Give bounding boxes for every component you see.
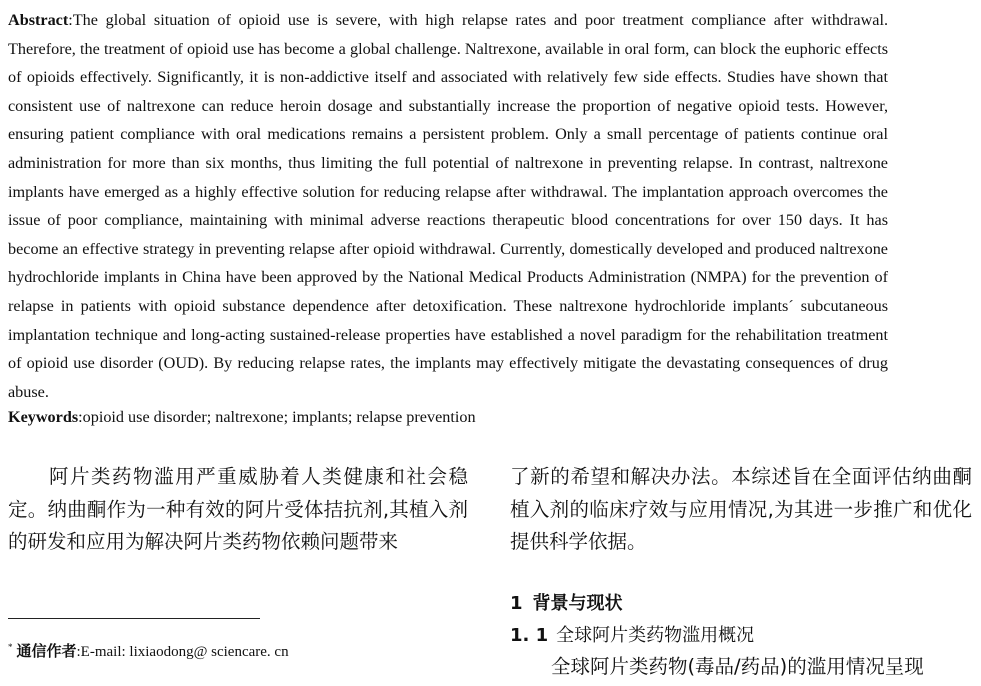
subsection-heading-1-1 <box>510 622 754 650</box>
abstract-text: The global situation of opioid use is severe, with high relapse rates and poor treatment compliance after withdrawal. Therefore, the treatment of opioid use has become a global challenge. Naltrexone, available in oral form, can block the euphoric effects of opioids effectively. Significantly, it is non-addictive itself and associated with relatively few side effects. Studies have shown that consistent use of naltrexone can reduce heroin dosage and substantially increase the proportion of negative opioid tests. However, ensuring patient compliance with oral medications remains a persistent problem. Only a small percentage of patients continue oral administration for more than six months, thus limiting the full potential of naltrexone in preventing relapse. In contrast, naltrexone implants have emerged as a highly effective solution for reducing relapse after withdrawal. The implantation approach overcomes the issue of poor compliance, maintaining with minimal adverse reactions therapeutic blood concentrations for over 150 days. It has become an effective strategy in preventing relapse after opioid withdrawal. Currently, domestically developed and produced naltrexone hydrochloride implants in China have been approved by the National Medical Products Administration (NMPA) for the prevention of relapse in patients with opioid substance dependence after detoxification. These naltrexone hydrochloride implants´ subcutaneous implantation technique and long-acting sustained-release properties have established a novel paradigm for the rehabilitation treatment of opioid use disorder (OUD). By reducing relapse rates, the implants may effectively mitigate the devastating consequences of drug abuse. <box>8 11 888 401</box>
footnote-marker: * <box>8 642 13 652</box>
subsection-title: 全球阿片类药物滥用概况 <box>556 625 755 646</box>
keywords-label: Keywords <box>8 408 79 426</box>
keywords-text: opioid use disorder; naltrexone; implants; relapse prevention <box>82 408 476 426</box>
keywords-separator: : <box>78 408 83 426</box>
intro-right-column: 了新的希望和解决办法。本综述旨在全面评估纳曲酮植入剂的临床疗效与应用情况,为其进一步推广和优化提供科学依据。 <box>510 465 972 553</box>
abstract-separator: : <box>68 11 73 29</box>
footnote-email: :E-mail: lixiaodong@ sciencare. cn <box>76 644 289 660</box>
section-body-text: 全球阿片类药物(毒品/药品)的滥用情况呈现 <box>550 655 924 678</box>
section-title: 背景与现状 <box>532 593 623 614</box>
subsection-number: 1. 1 <box>510 625 549 646</box>
intro-left-column: 阿片类药物滥用严重威胁着人类健康和社会稳定。纳曲酮作为一种有效的阿片受体拮抗剂,其植入剂的研发和应用为解决阿片类药物依赖问题带来 <box>8 465 468 553</box>
keywords-line <box>8 403 888 432</box>
abstract-label: Abstract <box>8 11 69 29</box>
footnote-label: 通信作者 <box>16 642 77 660</box>
section-number: 1 <box>510 593 523 614</box>
footnote-divider <box>8 618 260 619</box>
abstract-paragraph <box>8 6 888 406</box>
section-heading-1 <box>510 590 623 618</box>
corresponding-author-footnote <box>8 636 289 663</box>
